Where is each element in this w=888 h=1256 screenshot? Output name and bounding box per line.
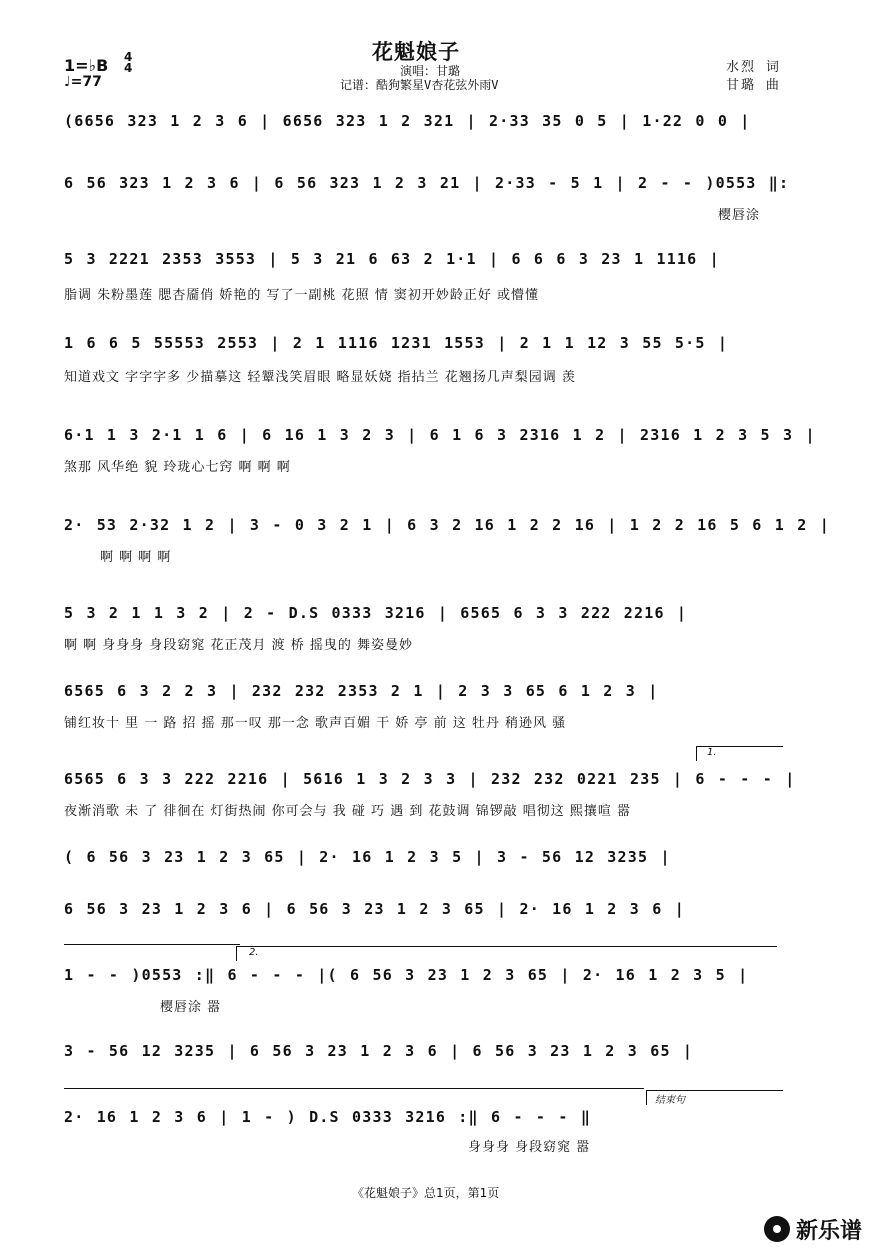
lyric-line-4: 知道戏文 字字字多 少描摹这 轻颦浅笑眉眼 略显妖娆 指拈兰 花翘扬几声梨园调 羡 bbox=[64, 370, 576, 385]
phrase-line bbox=[64, 1088, 644, 1089]
notation-line-14: 2· 16 1 2 3 6 | 1 - ) D.S 0333 3216 :‖ 6 - - - ‖ bbox=[64, 1108, 592, 1126]
second-ending-label: 2. bbox=[249, 947, 259, 958]
notation-line-9: 6565 6 3 3 222 2216 | 5616 1 3 2 3 3 | 232 232 0221 235 | 6 - - - | bbox=[64, 770, 796, 788]
song-title: 花魁娘子 bbox=[372, 40, 460, 64]
notation-line-11: 6 56 3 23 1 2 3 6 | 6 56 3 23 1 2 3 65 | 2· 16 1 2 3 6 | bbox=[64, 900, 685, 918]
notation-line-13: 3 - 56 12 3235 | 6 56 3 23 1 2 3 6 | 6 56 3 23 1 2 3 65 | bbox=[64, 1042, 694, 1060]
tempo-marking: ♩=77 bbox=[64, 74, 102, 90]
first-ending-bracket bbox=[696, 746, 783, 761]
second-ending-bracket bbox=[236, 946, 777, 961]
phrase-line bbox=[64, 944, 240, 945]
coda-bracket bbox=[646, 1090, 783, 1105]
lyric-line-9: 夜渐消歌 未 了 徘徊在 灯街热闹 你可会与 我 碰 巧 遇 到 花鼓调 锦锣敲 唱彻这 熙攘喧 嚣 bbox=[64, 804, 631, 819]
time-signature-top: 4 bbox=[124, 50, 133, 64]
lyric-line-6: 啊 啊 啊 啊 bbox=[100, 550, 172, 565]
notation-line-4: 1 6 6 5 55553 2553 | 2 1 1116 1231 1553 | 2 1 1 12 3 55 5·5 | bbox=[64, 334, 729, 352]
lyric-line-7: 啊 啊 身身身 身段窈窕 花正茂月 渡 桥 摇曳的 舞姿曼妙 bbox=[64, 638, 414, 653]
time-signature bbox=[124, 52, 132, 74]
transcriber-credit: 记谱：酷狗繁星V杏花弦外雨V bbox=[340, 78, 499, 92]
lyric-line-5: 煞那 风华绝 貌 玲珑心七窍 啊 啊 啊 bbox=[64, 460, 291, 475]
coda-label: 结束句 bbox=[655, 1095, 685, 1106]
singer-credit: 演唱：甘璐 bbox=[400, 64, 461, 78]
lyric-line-14: 身身身 身段窈窕 嚣 bbox=[468, 1140, 591, 1155]
page-footer: 《花魁娘子》总1页，第1页 bbox=[352, 1186, 500, 1200]
brand-logo: 新乐谱 bbox=[796, 1219, 863, 1244]
notation-line-5: 6·1 1 3 2·1 1 6 | 6 16 1 3 2 3 | 6 1 6 3 2316 1 2 | 2316 1 2 3 5 3 | bbox=[64, 426, 816, 444]
lyric-line-12: 樱唇涂 嚣 bbox=[160, 1000, 222, 1015]
notation-line-6: 2· 53 2·32 1 2 | 3 - 0 3 2 1 | 6 3 2 16 1 2 2 16 | 1 2 2 16 5 6 1 2 | bbox=[64, 516, 830, 534]
composer-credit: 甘璐 曲 bbox=[726, 78, 781, 93]
notation-line-3: 5 3 2221 2353 3553 | 5 3 21 6 63 2 1·1 | 6 6 6 3 23 1 1116 | bbox=[64, 250, 720, 268]
time-signature-bottom: 4 bbox=[124, 61, 133, 75]
notation-line-7: 5 3 2 1 1 3 2 | 2 - D.S 0333 3216 | 6565 6 3 3 222 2216 | bbox=[64, 604, 688, 622]
notation-line-2: 6 56 323 1 2 3 6 | 6 56 323 1 2 3 21 | 2·33 - 5 1 | 2 - - )0553 ‖: bbox=[64, 174, 790, 192]
notation-line-1: (6656 323 1 2 3 6 | 6656 323 1 2 321 | 2·33 35 0 5 | 1·22 0 0 | bbox=[64, 112, 751, 130]
lyric-line-3: 脂调 朱粉墨莲 腮杏靥俏 娇艳的 写了一副桃 花照 情 窦初开妙龄正好 或懵懂 bbox=[64, 288, 540, 303]
lyric-line-2: 樱唇涂 bbox=[718, 208, 761, 223]
notation-line-8: 6565 6 3 2 2 3 | 232 232 2353 2 1 | 2 3 3 65 6 1 2 3 | bbox=[64, 682, 659, 700]
lyric-line-8: 铺红妆十 里 一 路 招 摇 那一叹 那一念 歌声百媚 干 娇 亭 前 这 牡丹 稍逊风 骚 bbox=[64, 716, 567, 731]
notation-line-10: ( 6 56 3 23 1 2 3 65 | 2· 16 1 2 3 5 | 3 - 56 12 3235 | bbox=[64, 848, 671, 866]
key-signature: 1=♭B bbox=[64, 56, 109, 75]
first-ending-label: 1. bbox=[707, 747, 717, 758]
lyricist-credit: 水烈 词 bbox=[726, 60, 781, 75]
record-disc-icon bbox=[764, 1216, 790, 1242]
notation-line-12: 1 - - )0553 :‖ 6 - - - |( 6 56 3 23 1 2 3 65 | 2· 16 1 2 3 5 | bbox=[64, 966, 749, 984]
